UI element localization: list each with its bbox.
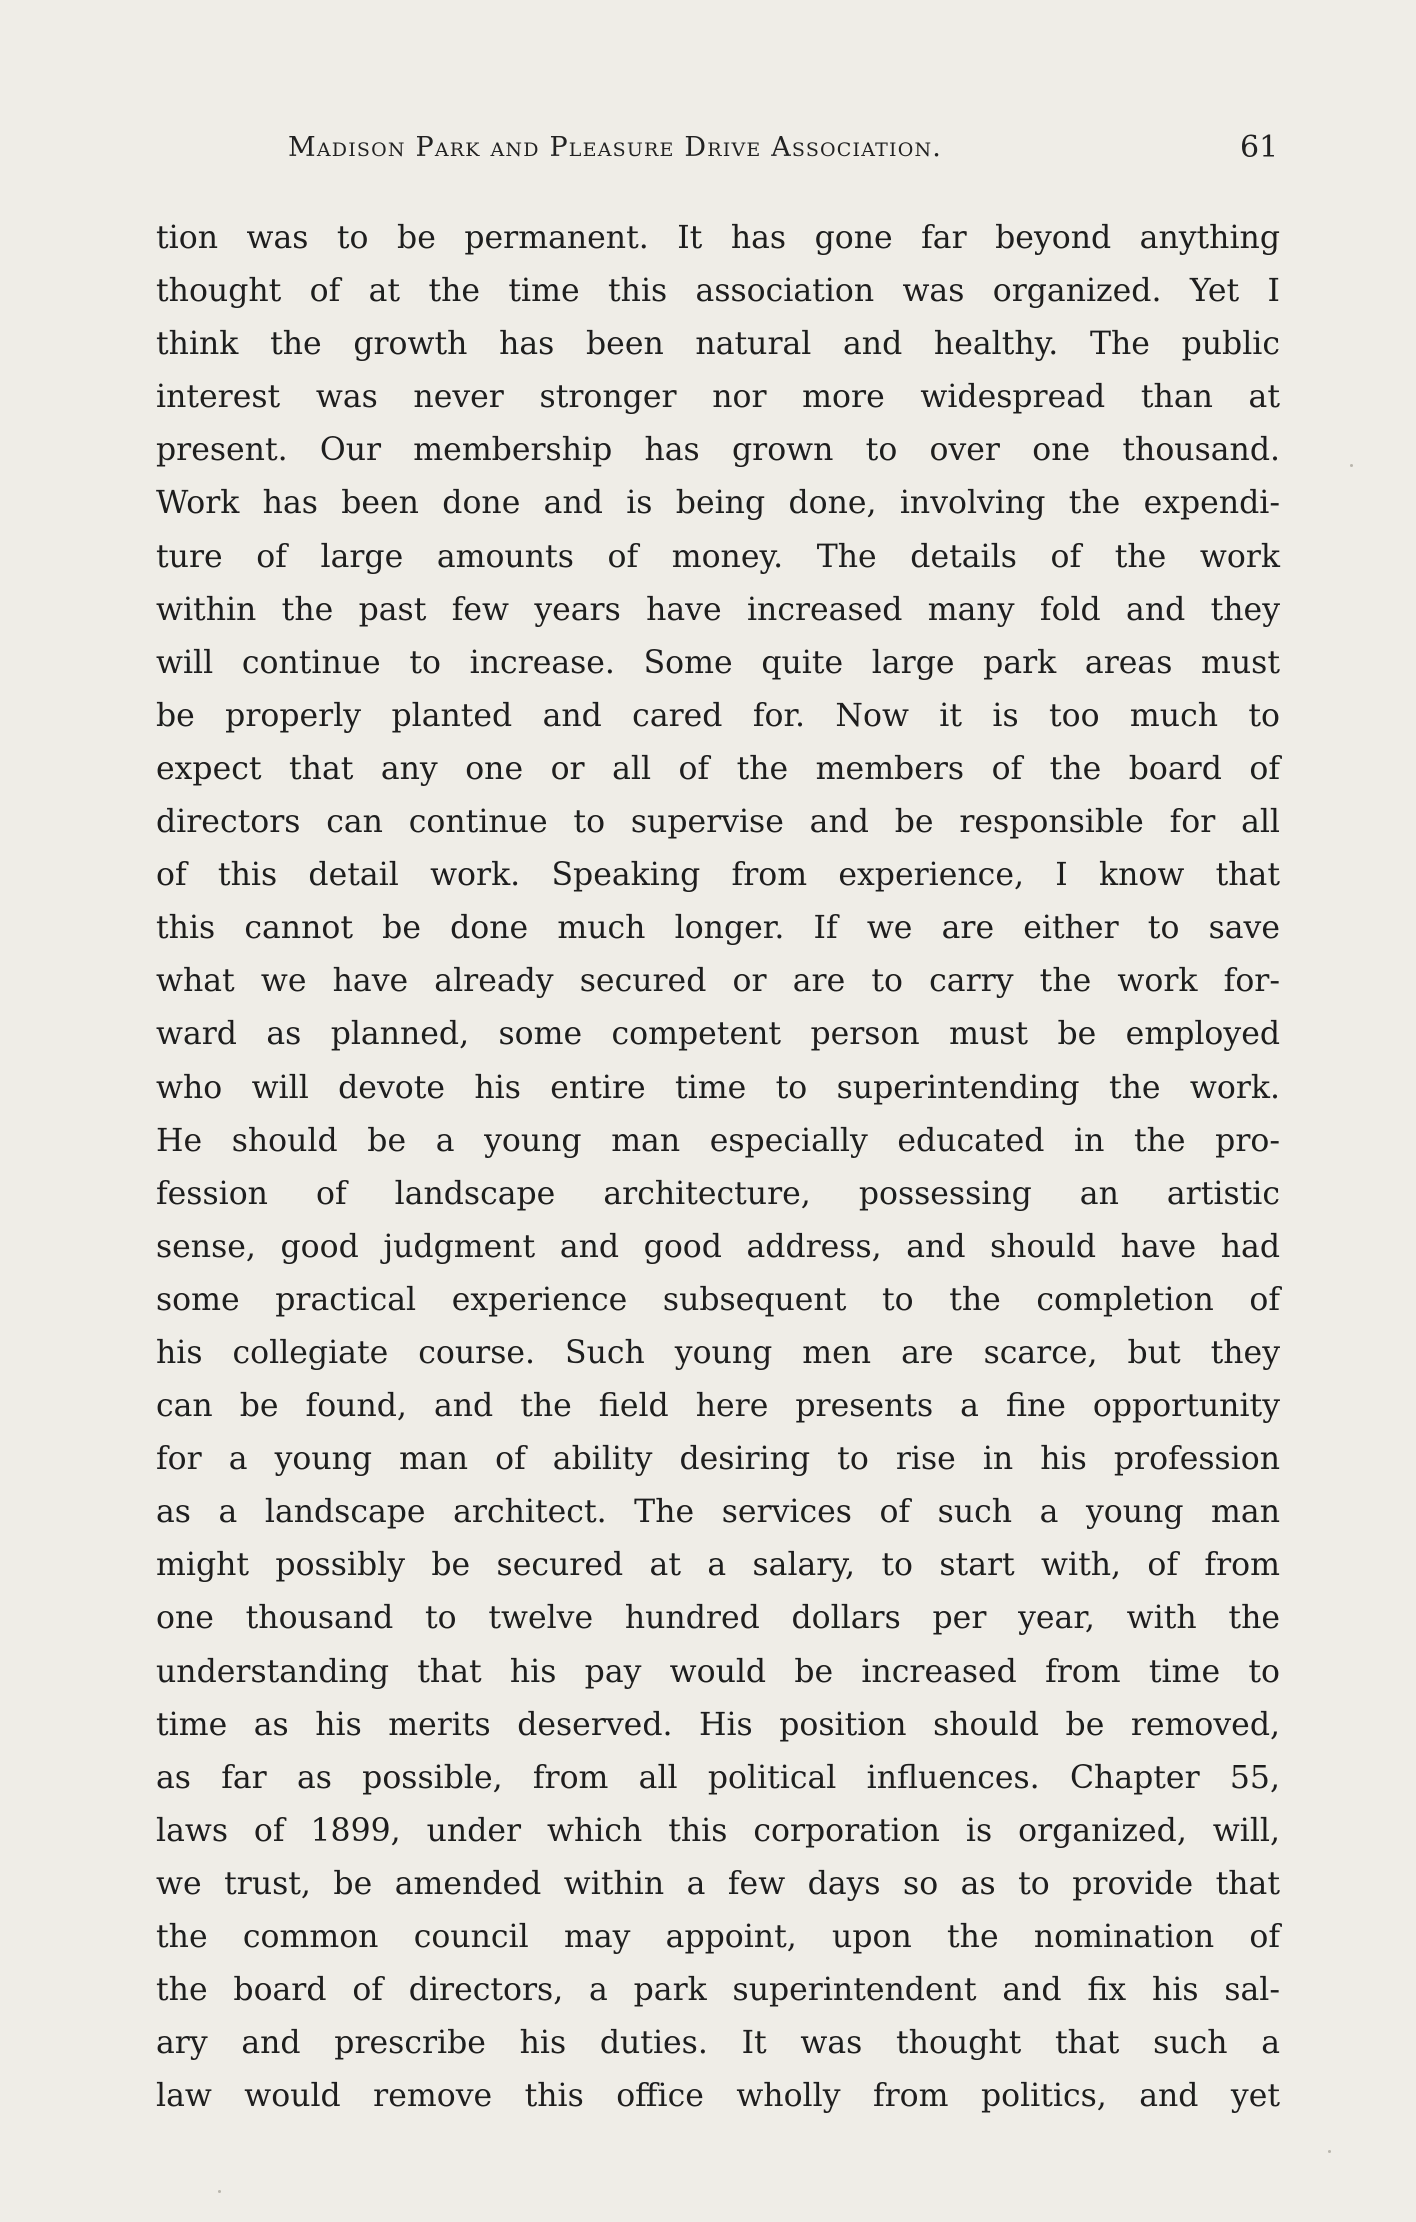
text-line: directors can continue to supervise and be responsible for all <box>156 804 1280 841</box>
text-line: thought of at the time this association was organized. Yet I <box>156 273 1280 310</box>
text-line: the common council may appoint, upon the nomination of <box>156 1919 1280 1955</box>
text-line: time as his merits deserved. His position should be removed, <box>156 1706 1280 1743</box>
text-line: who will devote his entire time to superintending the work. <box>156 1069 1280 1106</box>
text-line: Work has been done and is being done, involving the expendi- <box>156 485 1280 522</box>
text-line: one thousand to twelve hundred dollars per year, with the <box>156 1600 1280 1637</box>
text-line: ture of large amounts of money. The details of the work <box>156 538 1280 575</box>
text-line: tion was to be permanent. It has gone far beyond anything <box>156 220 1280 256</box>
body-paragraph <box>156 212 1280 2123</box>
text-line: think the growth has been natural and healthy. The public <box>156 326 1280 363</box>
text-line: interest was never stronger nor more widespread than at <box>156 379 1280 416</box>
text-line: ary and prescribe his duties. It was thought that such a <box>156 2025 1280 2062</box>
page-number: 61 <box>1240 130 1279 165</box>
text-line: ward as planned, some competent person must be employed <box>156 1016 1280 1053</box>
text-line: can be found, and the field here presents a fine opportunity <box>156 1388 1280 1425</box>
text-line: some practical experience subsequent to the completion of <box>156 1281 1280 1318</box>
text-line: He should be a young man especially educated in the pro- <box>156 1122 1280 1159</box>
paper-speck <box>218 2190 221 2193</box>
text-line: laws of 1899, under which this corporation is organized, will, <box>156 1812 1280 1849</box>
paper-speck <box>1350 464 1353 467</box>
text-line: as far as possible, from all political influences. Chapter 55, <box>156 1759 1280 1796</box>
text-line: will continue to increase. Some quite large park areas must <box>156 644 1280 681</box>
text-line: his collegiate course. Such young men are scarce, but they <box>156 1334 1280 1371</box>
text-line: be properly planted and cared for. Now it is too much to <box>156 697 1280 734</box>
running-header-title: Madison Park and Pleasure Drive Association. <box>288 132 943 163</box>
text-line: for a young man of ability desiring to rise in his profession <box>156 1441 1280 1478</box>
text-line: present. Our membership has grown to over one thousand. <box>156 432 1280 469</box>
text-line: as a landscape architect. The services of such a young man <box>156 1494 1280 1531</box>
text-line: this cannot be done much longer. If we are either to save <box>156 910 1280 947</box>
text-line: fession of landscape architecture, possessing an artistic <box>156 1175 1280 1212</box>
text-line: expect that any one or all of the members of the board of <box>156 750 1280 787</box>
text-line: law would remove this office wholly from politics, and yet <box>156 2078 1280 2115</box>
text-line: sense, good judgment and good address, and should have had <box>156 1228 1280 1265</box>
paper-speck <box>1328 2150 1331 2153</box>
text-line: understanding that his pay would be increased from time to <box>156 1653 1280 1690</box>
text-line: we trust, be amended within a few days so as to provide that <box>156 1865 1280 1902</box>
text-line: within the past few years have increased many fold and they <box>156 591 1280 628</box>
text-line: might possibly be secured at a salary, to start with, of from <box>156 1547 1280 1584</box>
text-line: what we have already secured or are to carry the work for- <box>156 963 1280 1000</box>
text-line: the board of directors, a park superintendent and fix his sal- <box>156 1972 1280 2009</box>
text-line: of this detail work. Speaking from experience, I know that <box>156 857 1280 894</box>
